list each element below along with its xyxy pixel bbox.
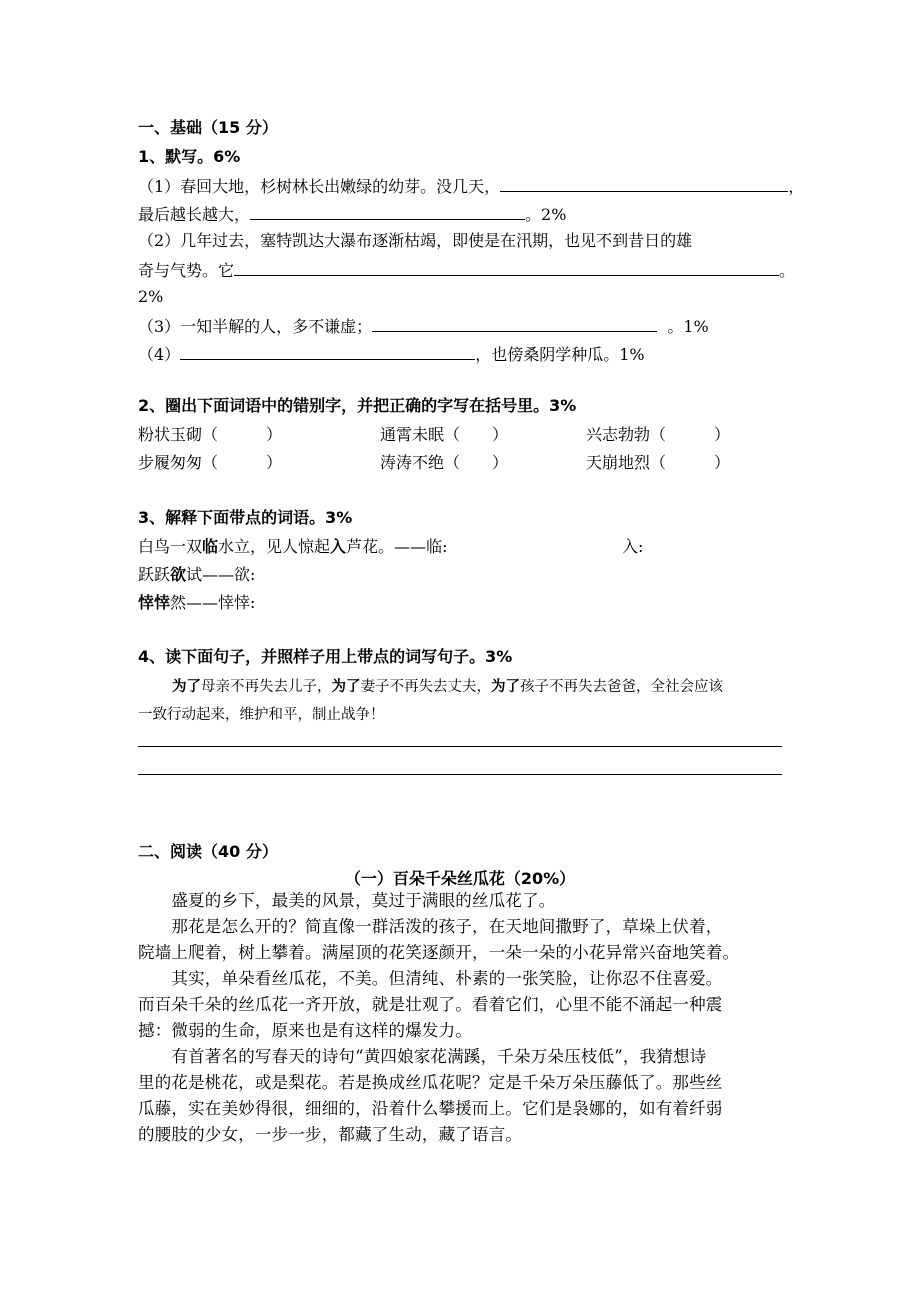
q3-dotted-word: 悻悻 bbox=[138, 593, 171, 612]
q2-word-text: 步履匆匆 bbox=[138, 453, 203, 472]
article-line: 其实，单朵看丝瓜花，不美。但清纯、朴素的一张笑脸，让你忍不住喜爱。 bbox=[138, 969, 723, 988]
q1-line-1 bbox=[138, 175, 804, 197]
q3-text: 水立，见人惊起 bbox=[218, 537, 331, 556]
q2-paren[interactable]: （ ） bbox=[202, 453, 283, 472]
q4-dotted-word: 为了 bbox=[331, 679, 361, 695]
q2-paren[interactable]: （ ） bbox=[444, 425, 509, 444]
section-1-title: 一、基础（15 分） bbox=[138, 118, 278, 137]
q3-dotted-word: 欲 bbox=[170, 565, 187, 584]
q4-text: 孩子不再失去爸爸，全社会应该 bbox=[520, 679, 723, 695]
q1-line-2-text: 最后越长越大， bbox=[138, 205, 251, 224]
article-line: 盛夏的乡下，最美的风景，莫过于满眼的丝瓜花了。 bbox=[138, 891, 556, 910]
q1-line-6-text: （3）一知半解的人，多不谦虚； bbox=[138, 317, 373, 336]
answer-blank[interactable] bbox=[234, 259, 779, 276]
q2-word-text: 通霄未眠 bbox=[380, 425, 445, 444]
article-line: 有首著名的写春天的诗句“黄四娘家花满蹊，千朵万朵压枝低”，我猜想诗 bbox=[138, 1047, 707, 1066]
q2-word-text: 天崩地烈 bbox=[586, 453, 651, 472]
q4-text: 妻子不再失去丈夫， bbox=[360, 679, 491, 695]
answer-blank[interactable] bbox=[500, 175, 788, 192]
q1-line-7-end: ，也傍桑阴学种瓜。1% bbox=[475, 345, 645, 364]
q3-line-2 bbox=[138, 565, 255, 585]
section-2-title: 二、阅读（40 分） bbox=[138, 842, 278, 861]
q3-text: 然——悻悻: bbox=[170, 593, 256, 612]
q1-line-4 bbox=[138, 259, 795, 281]
q3-title: 3、解释下面带点的词语。3% bbox=[138, 508, 353, 527]
q1-line-4-text: 奇与气势。它 bbox=[138, 261, 235, 280]
q2-paren[interactable]: （ ） bbox=[202, 425, 283, 444]
q4-title: 4、读下面句子，并照样子用上带点的词写句子。3% bbox=[138, 647, 513, 666]
answer-line[interactable] bbox=[138, 774, 782, 775]
q1-line-7-text: （4） bbox=[138, 345, 181, 364]
q2-word-6 bbox=[586, 453, 730, 473]
answer-blank[interactable] bbox=[180, 343, 475, 360]
q1-line-4-end: 。 bbox=[779, 261, 796, 280]
q2-word-text: 粉状玉砌 bbox=[138, 425, 203, 444]
article-line: 而百朵千朵的丝瓜花一齐开放，就是壮观了。看着它们，心里不能不涌起一种震 bbox=[138, 995, 723, 1014]
q1-line-2 bbox=[138, 203, 566, 225]
q3-text: 试——欲: bbox=[186, 565, 256, 584]
q1-line-6 bbox=[138, 315, 709, 337]
q1-line-6-end: 。1% bbox=[667, 317, 709, 336]
article-line: 撼：微弱的生命，原来也是有这样的爆发力。 bbox=[138, 1021, 472, 1040]
q4-dotted-word: 为了 bbox=[172, 679, 201, 695]
q1-line-1-end: ， bbox=[788, 177, 805, 196]
article-line: 瓜藤，实在美妙得很，细细的，沿着什么攀援而上。它们是袅娜的，如有着纤弱 bbox=[138, 1099, 723, 1118]
q2-paren[interactable]: （ ） bbox=[444, 453, 509, 472]
q1-line-7 bbox=[138, 343, 645, 365]
q2-paren[interactable]: （ ） bbox=[650, 453, 731, 472]
q2-paren[interactable]: （ ） bbox=[650, 425, 731, 444]
q3-text: 跃跃 bbox=[138, 565, 171, 584]
q2-word-2 bbox=[380, 425, 508, 445]
q1-title: 1、默写。6% bbox=[138, 147, 241, 166]
q3-text: 白鸟一双 bbox=[138, 537, 203, 556]
q2-word-5 bbox=[380, 453, 508, 473]
q3-line-1 bbox=[138, 537, 447, 557]
q3-dotted-word: 临 bbox=[202, 537, 219, 556]
article-line: 里的花是桃花，或是梨花。若是换成丝瓜花呢？定是千朵万朵压藤低了。那些丝 bbox=[138, 1073, 723, 1092]
q4-example-line-1 bbox=[172, 677, 723, 697]
q2-word-1 bbox=[138, 425, 282, 445]
q2-title: 2、圈出下面词语中的错别字，并把正确的字写在括号里。3% bbox=[138, 396, 577, 415]
q2-word-3 bbox=[586, 425, 730, 445]
q1-line-1-text: （1）春回大地，杉树林长出嫩绿的幼芽。没几天， bbox=[138, 177, 501, 196]
answer-line[interactable] bbox=[138, 746, 782, 747]
answer-blank[interactable] bbox=[372, 315, 657, 332]
article-line: 的腰肢的少女，一步一步，都藏了生动，藏了语言。 bbox=[138, 1125, 523, 1144]
q1-line-3: （2）几年过去，塞特凯达大瀑布逐渐枯竭，即使是在汛期，也见不到昔日的雄 bbox=[138, 231, 693, 250]
q1-line-5: 2% bbox=[138, 287, 164, 306]
article-line: 那花是怎么开的？简直像一群活泼的孩子，在天地间撒野了，草垛上伏着， bbox=[138, 917, 723, 936]
q3-line-3 bbox=[138, 593, 255, 613]
q4-dotted-word: 为了 bbox=[491, 679, 520, 695]
q3-dotted-word: 入 bbox=[330, 537, 347, 556]
article-title: （一）百朵千朵丝瓜花（20%） bbox=[344, 869, 576, 888]
q4-example-line-2: 一致行动起来，维护和平，制止战争！ bbox=[138, 707, 385, 723]
answer-blank[interactable] bbox=[250, 203, 525, 220]
q2-word-4 bbox=[138, 453, 282, 473]
q4-text: 母亲不再失去儿子， bbox=[201, 679, 332, 695]
q3-ru-label: 入: bbox=[622, 537, 644, 556]
q2-word-text: 兴志勃勃 bbox=[586, 425, 651, 444]
q1-line-2-end: 。2% bbox=[525, 205, 567, 224]
article-line: 院墙上爬着，树上攀着。满屋顶的花笑逐颜开，一朵一朵的小花异常兴奋地笑着。 bbox=[138, 943, 740, 962]
q3-text: 芦花。——临: bbox=[346, 537, 448, 556]
q2-word-text: 涛涛不绝 bbox=[380, 453, 445, 472]
